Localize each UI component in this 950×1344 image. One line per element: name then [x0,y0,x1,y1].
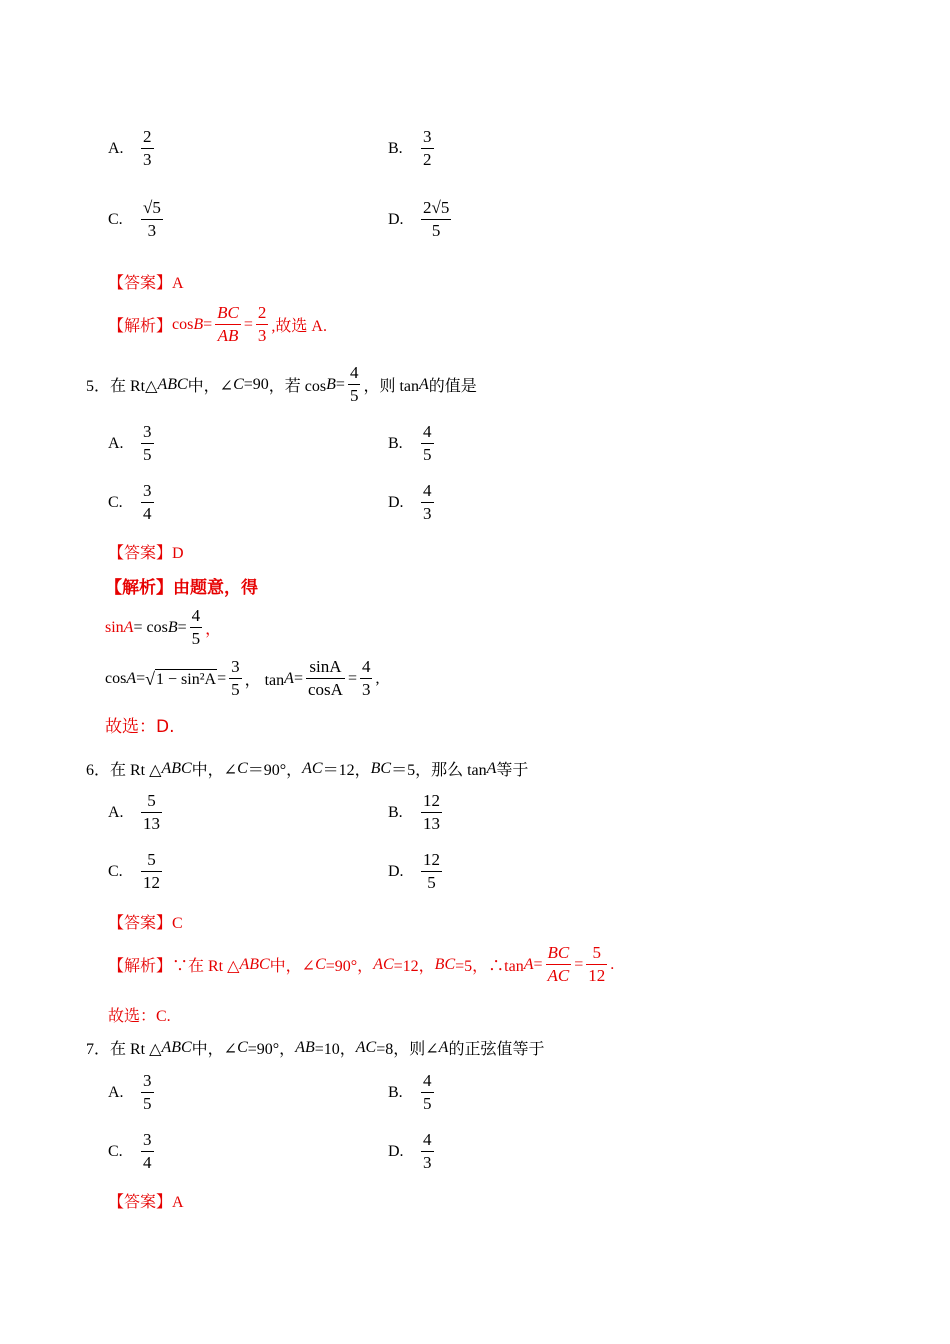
q5-analysis-line2: cos A = √ 1 − sin²A = $\frac{3}{5}$ ， tan A = $\frac{\sin A}{\cos A}$ = $\frac{4}{3}$ , [105,657,380,699]
q5-analysis-line1: sin A = cos B = $\frac{4}{5}$ ， [105,606,222,648]
fraction: $\frac{5}{12}$ [143,850,160,892]
fraction: $\frac{4}{5}$ [191,606,201,648]
q6-analysis: 【解析】∵在 Rt △ ABC 中，∠ C =90°， AC =12， BC =5，∴tan A = $\frac{BC}{AC}$ = $\frac{5}{12}$ . [108,943,615,985]
option-label: C. [108,210,123,228]
fraction: $\frac{BC}{AC}$ [547,943,570,985]
q7-option-b [388,1070,437,1115]
q4-option-a [108,126,157,171]
q7-option-a [108,1070,157,1115]
option-label: B. [388,434,403,452]
q6-conclusion: 故选：C. [108,1008,171,1025]
option-label: D. [388,493,404,511]
fraction: $\frac{12}{5}$ [423,850,440,892]
q5-analysis-head: 【解析】由题意，得 [105,578,258,598]
fraction: $\frac{BC}{AB}$ [217,303,239,345]
q7-option-d [388,1129,437,1174]
q5-stem: 5．在 Rt△ ABC 中，∠ C =90 ，若 cos B = $\frac{4}{5}$ ，则 tan A 的值是 [86,363,477,405]
q5-answer: 【答案】D [108,545,184,562]
q5-option-a [108,421,157,466]
option-label: A. [108,1083,124,1101]
fraction: $\frac{4}{3}$ [361,657,371,699]
q6-option-a [108,790,165,835]
option-label: A. [108,434,124,452]
fraction: $\frac{3}{5}$ [231,657,240,699]
option-label: C. [108,862,123,880]
fraction: $\frac{2}{3}$ [143,127,152,169]
q7-answer: 【答案】A [108,1194,184,1211]
q4-option-d [388,197,454,242]
fraction: $\frac{3}{4}$ [143,1130,152,1172]
fraction: $\frac{4}{5}$ [349,363,359,405]
fraction: $\frac{5}{12}$ [588,943,606,985]
q6-answer: 【答案】C [108,915,183,932]
fraction: $\frac{4}{5}$ [423,1071,432,1113]
q5-option-d [388,480,437,525]
q6-stem: 6．在 Rt △ ABC 中，∠ C ＝90°， AC ＝12， BC ＝5，那么 tan A 等于 [86,759,529,779]
q7-option-c [108,1129,157,1174]
q7-stem: 7．在 Rt △ ABC 中，∠ C =90°， AB =10， AC =8，则∠ A 的正弦值等于 [86,1038,545,1058]
q4-analysis: 【解析】 cos B = $\frac{BC}{AB}$ = $\frac{2}{3}$ ,故选 A. [108,303,327,345]
fraction: $\frac{3}{4}$ [143,481,152,523]
option-label: B. [388,803,403,821]
option-label: A. [108,139,124,157]
q5-option-c [108,480,157,525]
fraction: $\frac{12}{13}$ [423,791,440,833]
option-label: B. [388,139,403,157]
option-label: A. [108,803,124,821]
fraction: $\frac{5}{13}$ [143,791,160,833]
option-label: B. [388,1083,403,1101]
fraction: $\frac{3}{5}$ [143,1071,152,1113]
option-label: C. [108,493,123,511]
fraction: $\frac{2√5}{5}$ [423,198,450,240]
option-label: C. [108,1142,123,1160]
q4-option-b [388,126,437,171]
fraction: $\frac{√5}{3}$ [143,198,161,240]
fraction: $\frac{4}{5}$ [423,422,432,464]
q6-option-b [388,790,445,835]
q5-option-b [388,421,437,466]
q4-answer: 【答案】A [108,275,184,292]
fraction: $\frac{2}{3}$ [257,303,267,345]
fraction: $\frac{\sin A}{\cos A}$ [307,657,343,699]
q6-option-c [108,849,165,894]
q4-option-c [108,197,166,242]
fraction: $\frac{3}{2}$ [423,127,432,169]
option-label: D. [388,862,404,880]
option-label: D. [388,1142,404,1160]
sqrt-expression: √ 1 − sin²A [145,668,217,689]
q6-option-d [388,849,445,894]
fraction: $\frac{4}{3}$ [423,481,432,523]
option-label: D. [388,210,404,228]
fraction: $\frac{3}{5}$ [143,422,152,464]
q5-conclusion: 故选：D. [105,717,175,737]
fraction: $\frac{4}{3}$ [423,1130,432,1172]
